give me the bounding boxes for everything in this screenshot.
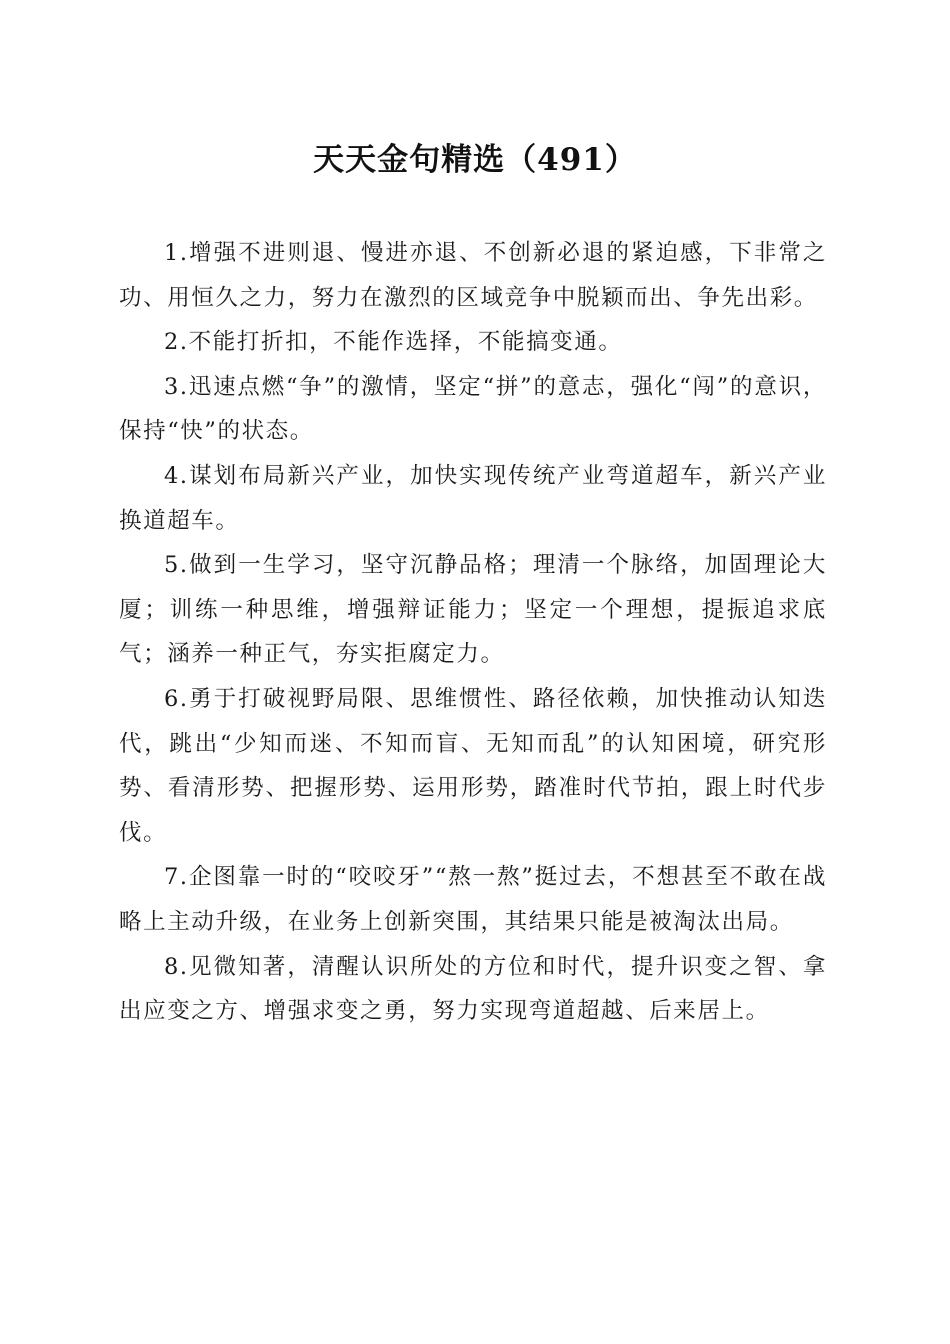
paragraph-7: 7.企图靠一时的“咬咬牙”“熬一熬”挺过去，不想甚至不敢在战略上主动升级，在业务上创新突围，其结果只能是被淘汰出局。 [119,864,827,935]
paragraph-6: 6.勇于打破视野局限、思维惯性、路径依赖，加快推动认知迭代，跳出“少知而迷、不知而盲、无知而乱”的认知困境，研究形势、看清形势、把握形势、运用形势，踏准时代节拍，跟上时代步伐。 [119,685,827,846]
paragraph-4: 4.谋划布局新兴产业，加快实现传统产业弯道超车，新兴产业换道超车。 [119,462,827,534]
paragraph-1: 1.增强不进则退、慢进亦退、不创新必退的紧迫感，下非常之功、用恒久之力，努力在激烈的区域竞争中脱颖而出、争先出彩。 [119,240,827,311]
paragraph-3: 3.迅速点燃“争”的激情，坚定“拼”的意志，强化“闯”的意识，保持“快”的状态。 [119,373,827,445]
paragraph-5: 5.做到一生学习，坚守沉静品格；理清一个脉络，加固理论大厦；训练一种思维，增强辩证能力；坚定一个理想，提振追求底气；涵养一种正气，夯实拒腐定力。 [119,552,827,668]
paragraph-2: 2.不能打折扣，不能作选择，不能搞变通。 [164,329,623,356]
paragraph-8: 8.见微知著，清醒认识所处的方位和时代，提升识变之智、拿出应变之方、增强求变之勇，努力实现弯道超越、后来居上。 [119,953,827,1025]
document-title: 天天金句精选（491） [313,142,637,178]
document-body [119,231,827,1034]
